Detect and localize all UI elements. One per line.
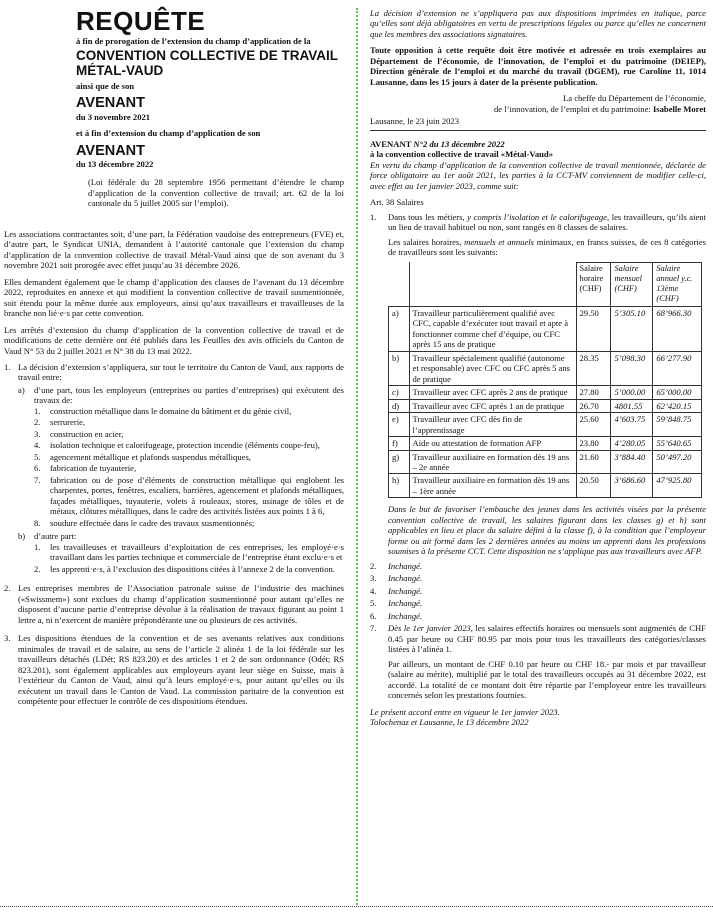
cct-name: CONVENTION COLLECTIVE DE TRAVAIL MÉTAL-VAUD <box>76 48 338 78</box>
header-annual: Salaire annuel y.c. 13ème (CHF) <box>653 262 702 306</box>
salary-class-desc: Travailleur auxiliaire en formation dès 19 ans – 2e année <box>409 450 576 474</box>
closing-line-1: Le présent accord entre en vigueur le 1er janvier 2023. <box>370 706 560 717</box>
point-1-text <box>388 212 706 233</box>
unchanged-item-num: 6. <box>370 610 377 621</box>
item-3-text: Les dispositions étendues de la convention et de ses avenants relatives aux conditions minimales de travail et de salaire, au sens de l’article 2 alinéa 1 de la loi fédérale sur les travailleurs détachés (LDét; RS 823.20) et des articles 1 et 2 de son ordonnance (Odét; RS 823.201), sont également applicables aux employeurs ayant leur siège en Suisse, mais à l’extérieur du Canton de Vaud, ainsi qu’à leurs employé·e·s, pour autant qu’elles ou ils exécutent un travail dans le Canton de Vaud. La commission paritaire de la convention est compétente pour effectuer le contrôle de ces dispositions étendues. <box>18 633 344 707</box>
point-1-text-b: y compris l’isolation et le calorifugeage <box>467 211 607 222</box>
employer-activity-list <box>34 406 344 528</box>
avenant2-date: du 13 décembre 2022 <box>76 158 154 169</box>
salary-row <box>389 351 702 385</box>
column-divider <box>356 8 358 905</box>
salary-class-letter: f) <box>389 437 410 450</box>
activity-item-num: 8. <box>34 517 41 528</box>
salary-class-desc: Travailleur avec CFC après 1 an de pratique <box>409 399 576 412</box>
right-column <box>370 0 706 913</box>
item-1a-label: a) <box>18 384 25 395</box>
unchanged-item-num: 4. <box>370 585 377 596</box>
unchanged-item-text: Inchangé. <box>388 573 423 584</box>
after-table-note: Dans le but de favoriser l’embauche des jeunes dans les activités visées par la présente convention collective de travail, les salaires figurant dans les classes g) et h) sont applicables en lieu et place du salaire défini à la classe f), à la condition que l’employeur forme ou ait formé dans les 2 dernières années au moins un apprenti dans les professions soumises à la présente CCT. Cette disposition ne s’applique pas aux travailleurs avec AFP. <box>388 504 706 557</box>
unchanged-item-num: 3. <box>370 573 377 584</box>
closing-line-2: Tolochenaz et Lausanne, le 13 décembre 2022 <box>370 717 529 728</box>
salary-row <box>389 437 702 450</box>
salary-row <box>389 450 702 474</box>
art-38-label: Art. 38 Salaires <box>370 197 424 208</box>
worker-item-num: 1. <box>34 541 41 552</box>
request-subtitle: à fin de prorogation de l’extension du champ d’application de la <box>76 36 311 46</box>
worker-item-text: les apprenti·e·s, à l’exclusion des dispositions citées à l’annexe 2 de la convention. <box>50 563 335 574</box>
salary-table <box>388 262 702 499</box>
point-1-text-c: , les travailleurs, qu’ils aient un lieu de travail habituel ou non, sont rangés en 8 classes de salaires. <box>388 211 706 233</box>
salary-monthly: 3’686.60 <box>611 474 653 498</box>
activity-item-text: fabrication de tuyauterie, <box>50 463 137 474</box>
point-7 <box>370 623 706 654</box>
salary-class-letter: e) <box>389 413 410 437</box>
activity-item-num: 4. <box>34 440 41 451</box>
salary-table-header <box>389 262 702 306</box>
salary-monthly: 4’280.05 <box>611 437 653 450</box>
point-7-num: 7. <box>370 623 377 634</box>
signature-line-2 <box>370 104 706 114</box>
activity-item-num: 6. <box>34 463 41 474</box>
bottom-rule <box>0 906 713 907</box>
item-1a <box>18 385 344 529</box>
salary-annual: 65’000.00 <box>653 386 702 399</box>
salary-annual: 62’420.15 <box>653 399 702 412</box>
salary-annual: 59’848.75 <box>653 413 702 437</box>
salary-annual: 50’497.20 <box>653 450 702 474</box>
unchanged-item-text: Inchangé. <box>388 585 423 596</box>
point-7-para2: Par ailleurs, un montant de CHF 0.10 par heure ou CHF 18.- par mois et par travailleur (salaire au mérite), multiplié par le total des travailleurs occupés au 31 décembre 2022, est accordé. La totalité de ce montant doit être répartie par l’employeur entre les travailleurs concernés selon les prestations fournies. <box>388 658 706 701</box>
left-column <box>4 0 344 913</box>
point-7-text-b: , les salaires effectifs horaires ou mensuels sont augmentés de CHF 0.45 par heure ou CHF 80.95 par mois pour tous les travailleurs des catégories/classes listées à l’alinéa 1. <box>388 623 706 655</box>
salary-class-desc: Travailleur avec CFC après 2 ans de pratique <box>409 386 576 399</box>
unchanged-item-text: Inchangé. <box>388 610 423 621</box>
salary-monthly: 4801.55 <box>611 399 653 412</box>
worker-item-text: les travailleuses et travailleurs d’exploitation de ces entreprises, les employé·e·s travaillant dans les parties technique et commerciale de l’entreprise étant exclu·e·s et <box>50 541 344 563</box>
activity-item-text: construction métallique dans le domaine du bâtiment et du génie civil, <box>50 405 292 416</box>
activity-item-num: 5. <box>34 451 41 462</box>
place-date: Lausanne, le 23 juin 2023 <box>370 116 706 130</box>
worker-item <box>34 564 344 574</box>
signature-line-1: La cheffe du Département de l’économie, <box>562 93 706 104</box>
salary-monthly: 5’098.30 <box>611 351 653 385</box>
salary-annual: 68’966.30 <box>653 306 702 351</box>
unchanged-item-num: 5. <box>370 598 377 609</box>
activity-item <box>34 475 344 517</box>
worker-item <box>34 542 344 563</box>
salary-class-letter: h) <box>389 474 410 498</box>
salary-hourly: 21.60 <box>576 450 611 474</box>
unchanged-item-text: Inchangé. <box>388 598 423 609</box>
item-1b-label: b) <box>18 531 26 542</box>
salary-hourly: 26.70 <box>576 399 611 412</box>
activity-item-num: 3. <box>34 428 41 439</box>
salary-class-letter: b) <box>389 351 410 385</box>
worker-list <box>34 542 344 574</box>
worker-item-num: 2. <box>34 563 41 574</box>
point-7-text-a: Dès le 1er janvier 2023 <box>388 623 471 634</box>
salary-class-desc: Travailleur avec CFC dès fin de l’apprentissage <box>409 413 576 437</box>
activity-item <box>34 406 344 416</box>
italic-intro: La décision d’extension ne s’appliquera pas aux dispositions imprimées en italique, parce qu’elles sont déjà obligatoires en vertu de prescriptions légales ou parce qu’elles ne concernent que les membres des associations signataires. <box>370 8 706 39</box>
unchanged-item-num: 2. <box>370 560 377 571</box>
request-title: REQUÊTE <box>76 6 206 36</box>
salary-monthly: 4’603.75 <box>611 413 653 437</box>
et-fin-text: et à fin d’extension du champ d’application de son <box>76 128 261 139</box>
activity-item <box>34 417 344 427</box>
avenant-intro: En vertu du champ d’application de la convention collective de travail mentionnée, déclarée de force obligatoire au 1er août 2021, les parties à la CCT-MV conviennent de modifier celle-ci, avec effet au 1er janvier 2023, comme suit: <box>370 159 706 191</box>
avenant-heading-date: N°2 du 13 décembre 2022 <box>413 138 505 149</box>
activity-item-text: construction en acier, <box>50 428 124 439</box>
salary-monthly: 5’000.00 <box>611 386 653 399</box>
salary-class-letter: c) <box>389 386 410 399</box>
activity-item-text: isolation technique et calorifugeage, protection incendie (éléments coupe-feu), <box>50 440 320 451</box>
item-1 <box>4 362 344 575</box>
salary-class-letter: a) <box>389 306 410 351</box>
item-1-num: 1. <box>4 361 11 372</box>
item-1b-text: d’autre part: <box>34 531 77 542</box>
salary-class-desc: Aide ou attestation de formation AFP <box>409 437 576 450</box>
salary-row <box>389 399 702 412</box>
unchanged-item <box>370 598 706 608</box>
ainsi-que-text: ainsi que de son <box>76 80 135 91</box>
avenant-heading-word: AVENANT <box>370 138 414 149</box>
activity-item <box>34 463 344 473</box>
item-1b <box>18 531 344 575</box>
unchanged-item-text: Inchangé. <box>388 560 423 571</box>
salary-row <box>389 474 702 498</box>
paragraph-arretes: Les arrêtés d’extension du champ d’application de la convention collective de travail et de modifications de cette dernière ont été publiés dans les Feuilles des avis officiels du Canton de Vaud N° 53 du 2 juillet 2021 et N° 38 du 13 mai 2022. <box>4 324 344 356</box>
salary-annual: 47’925.80 <box>653 474 702 498</box>
unchanged-item <box>370 586 706 596</box>
point-1-text2-c: minimaux, en francs suisses, de ces 8 catégories de travailleurs sont les suivants: <box>388 236 706 258</box>
salary-class-desc: Travailleur spécialement qualifié (autonome et responsable) avec CFC ou CFC après 5 ans de pratique <box>409 351 576 385</box>
avenant1-date: du 3 novembre 2021 <box>76 111 151 122</box>
salary-row <box>389 413 702 437</box>
activity-item-num: 7. <box>34 474 41 485</box>
activity-item-text: serrurerie, <box>50 417 86 428</box>
unchanged-item <box>370 611 706 621</box>
header-monthly: Salaire mensuel (CHF) <box>611 262 653 306</box>
item-3-num: 3. <box>4 633 11 644</box>
item-2-num: 2. <box>4 583 11 594</box>
activity-item-num: 2. <box>34 417 41 428</box>
paragraph-associations: Les associations contractantes soit, d’une part, la Fédération vaudoise des entrepreneurs (FVE) et, d’autre part, le Syndicat UNIA, demandent à l’autorité cantonale que l’extension du champ d’application de la convention collective de travail Métal-Vaud ainsi que de son avenant du 3 novembre 2021 soit prorogée avec effet jusqu’au 31 décembre 2026. <box>4 228 344 271</box>
salary-row <box>389 306 702 351</box>
salary-monthly: 3’884.40 <box>611 450 653 474</box>
signature-dept: de l’innovation, de l’emploi et du patrimoine: <box>493 103 653 114</box>
salary-hourly: 28.35 <box>576 351 611 385</box>
salary-hourly: 23.80 <box>576 437 611 450</box>
header-hourly: Salaire horaire (CHF) <box>576 262 611 306</box>
unchanged-item <box>370 561 706 571</box>
avenant2-heading: AVENANT <box>76 142 146 159</box>
point-1-text-2 <box>388 237 706 258</box>
salary-monthly: 5’305.10 <box>611 306 653 351</box>
point-7-text <box>388 623 706 654</box>
avenant-subheading: à la convention collective de travail «Métal-Vaud» <box>370 149 553 160</box>
avenant-heading <box>370 139 706 149</box>
activity-item-num: 1. <box>34 405 41 416</box>
salary-class-desc: Travailleur auxiliaire en formation dès 19 ans – 1ère année <box>409 474 576 498</box>
activity-item-text: fabrication ou de pose d’éléments de construction métallique qui englobent les charpentes, portes, fenêtres, escaliers, barrières, agencement et plafonds métalliques, façades métalliques, tuyauterie, volets à rouleaux, stores, usinage de tôles et de métaux, clôtures métalliques, dans le cadre des activités listées aux points 1 à 6, <box>50 474 344 517</box>
item-2 <box>4 583 344 625</box>
salary-hourly: 25.60 <box>576 413 611 437</box>
point-1-text-a: Dans tous les métiers, <box>388 211 468 222</box>
opposition-notice: Toute opposition à cette requête doit être motivée et adressée en trois exemplaires au Département de l’économie, de l’innovation, de l’emploi et du patrimoine (DEIEP), Direction générale de l’emploi et du marché du travail (DGEM), rue Caroline 11, 1014 Lausanne, dans les 15 jours à dater de la présente publication. <box>370 45 706 87</box>
point-1-num: 1. <box>370 211 377 222</box>
salary-class-desc: Travailleur particulièrement qualifié avec CFC, capable d’exécuter tout travail et apte à fonctionner comme chef d’équipe, ou CFC après 15 ans de pratique <box>409 306 576 351</box>
salary-hourly: 20.50 <box>576 474 611 498</box>
activity-item <box>34 518 344 528</box>
activity-item <box>34 440 344 450</box>
activity-item <box>34 429 344 439</box>
unchanged-list <box>370 561 706 621</box>
law-note: (Loi fédérale du 28 septembre 1956 permettant d’étendre le champ d’application de la convention collective de travail; art. 62 de la loi cantonale du 5 juillet 2005 sur l’emploi). <box>88 177 344 209</box>
salary-row <box>389 386 702 399</box>
unchanged-item <box>370 573 706 583</box>
salary-annual: 66’277.90 <box>653 351 702 385</box>
activity-item-text: soudure effectuée dans le cadre des travaux susmentionnés; <box>50 517 255 528</box>
avenant1-heading: AVENANT <box>76 95 146 112</box>
salary-class-letter: g) <box>389 450 410 474</box>
item-1a-text: d’une part, tous les employeurs (entreprises ou parties d’entreprises) qui exécutent des travaux de: <box>34 384 344 406</box>
salary-class-letter: d) <box>389 399 410 412</box>
point-1-text2-b: mensuels et annuels <box>464 236 534 247</box>
salary-hourly: 27.80 <box>576 386 611 399</box>
point-1-text2-a: Les salaires horaires, <box>388 236 465 247</box>
salary-annual: 55’640.65 <box>653 437 702 450</box>
salary-table-body <box>389 306 702 498</box>
salary-hourly: 29.50 <box>576 306 611 351</box>
paragraph-demandent: Elles demandent également que le champ d’application des clauses de l’avenant du 13 décembre 2022, reproduites en annexe et qui modifient la convention collective de travail susmentionnée, soit étendu pour la même durée aux employeurs, ainsi qu’aux travailleurs et travailleuses de la branche non lié·e·s par cette convention. <box>4 276 344 319</box>
point-1 <box>370 212 706 233</box>
activity-item <box>34 452 344 462</box>
item-1-text: La décision d’extension s’appliquera, sur tout le territoire du Canton de Vaud, aux rapports de travail entre: <box>18 361 344 383</box>
item-2-text: Les entreprises membres de l’Association patronale suisse de l’industrie des machines («Swissmem») sont exclues du champ d’application susmentionné pour autant qu’elles ne disposent d’aucune partie d’entreprise dévolue à la réalisation de travaux figurant au point 1 lettre a, ni n’exercent de manière prépondérante une ou plusieurs de ces activités. <box>18 583 344 625</box>
item-3 <box>4 633 344 706</box>
activity-item-text: agencement métallique et plafonds suspendus métalliques, <box>50 451 251 462</box>
signature-name: Isabelle Moret <box>652 103 706 114</box>
